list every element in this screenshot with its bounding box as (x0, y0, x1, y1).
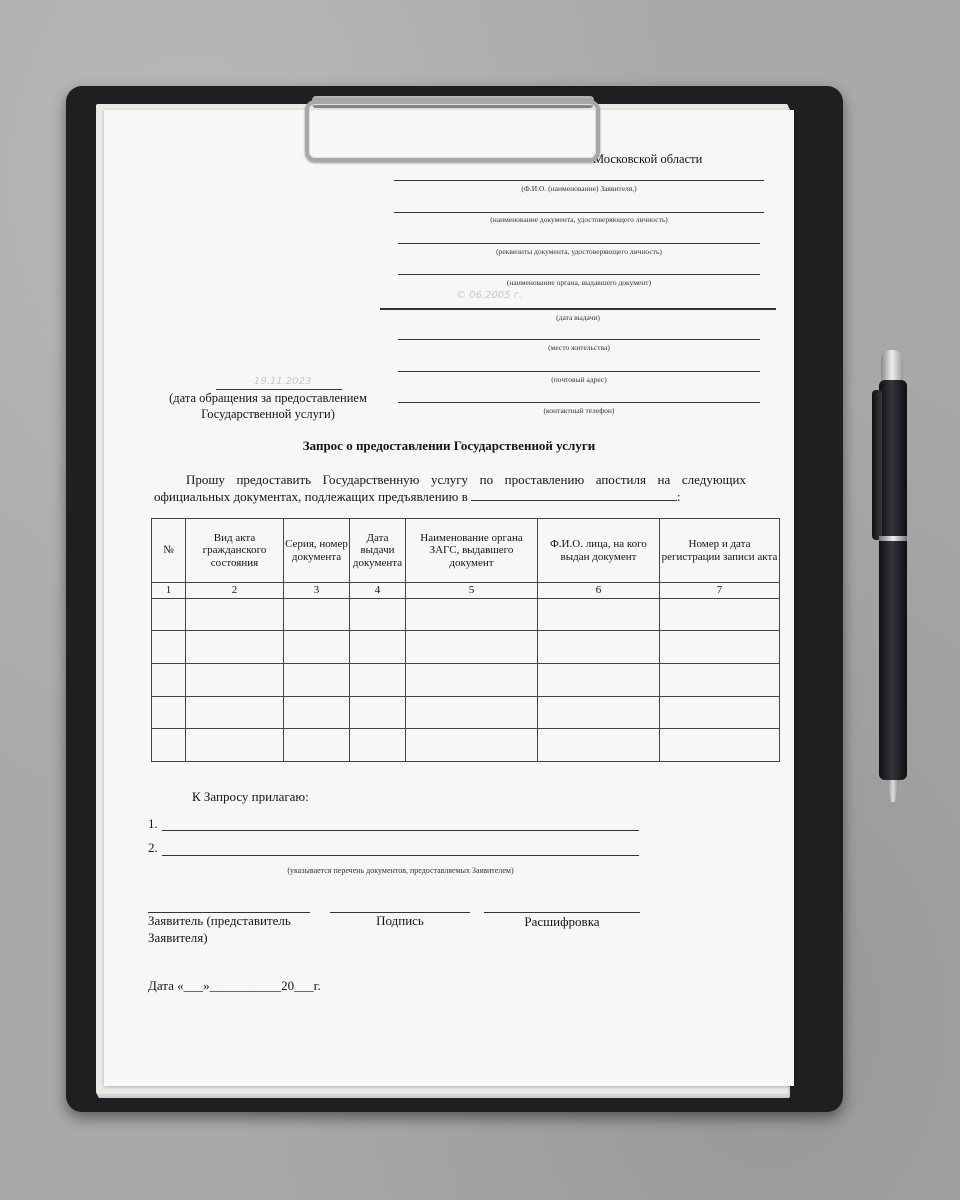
table-row (152, 729, 780, 762)
handwritten-issue-date: © 06.2005 г. (456, 290, 523, 301)
signature-label-applicant: Заявитель (представитель Заявителя) (148, 913, 291, 945)
field-line-7 (398, 371, 760, 372)
field-caption-6: (место жительства) (548, 343, 610, 352)
field-line-4 (398, 274, 760, 275)
signature-line-decode (484, 912, 640, 913)
table-row (152, 631, 780, 664)
column-number: 3 (284, 583, 350, 598)
signature-label-sign: Подпись (376, 913, 424, 928)
signature-label-decode: Расшифровка (524, 914, 600, 929)
column-number: 2 (186, 583, 284, 598)
attach-item-1: 1. (148, 816, 158, 831)
column-number: 7 (660, 583, 780, 598)
field-caption-5: (дата выдачи) (556, 313, 600, 322)
pen-clip (872, 390, 882, 540)
column-number: 1 (152, 583, 186, 598)
header-person-name: Ф.И.О. лица, на кого выдан документ (538, 519, 660, 583)
field-caption-4: (наименование органа, выдавшего документ) (506, 278, 652, 287)
pen-nib (887, 780, 899, 802)
date-label: Дата «___»___________20___г. (148, 978, 321, 993)
clipboard-clip (305, 100, 600, 162)
attach-item-2: 2. (148, 840, 158, 855)
field-caption-8: (контактный телефон) (543, 406, 615, 415)
table-row (152, 598, 780, 631)
attach-label: К Запросу прилагаю: (192, 789, 309, 804)
pen-barrel (879, 380, 907, 780)
attach-line-2 (162, 855, 639, 856)
table-header-row (152, 519, 780, 583)
documents-table (151, 518, 780, 762)
attach-caption: (указывается перечень документов, предоставляемых Заявителем) (287, 866, 514, 875)
header-series-number: Серия, номер документа (284, 519, 350, 583)
form-title: Запрос о предоставлении Государственной услуги (302, 438, 596, 453)
field-caption-2: (наименование документа, удостоверяющего личность) (490, 215, 668, 224)
pen-ring (879, 536, 907, 541)
field-line-3 (398, 243, 760, 244)
request-date-line (216, 389, 342, 390)
header-issue-date: Дата выдачи документа (350, 519, 406, 583)
field-caption-7: (почтовый адрес) (551, 375, 607, 384)
body-line-2-text: официальных документах, подлежащих предъявлению в (154, 489, 468, 504)
header-act-type: Вид акта гражданского состояния (186, 519, 284, 583)
column-number: 6 (538, 583, 660, 598)
pen-button (881, 350, 903, 382)
field-line-8 (398, 402, 760, 403)
application-form (104, 110, 794, 1086)
table-column-numbers (152, 583, 780, 598)
body-end-colon: : (676, 489, 681, 504)
header-record-number: Номер и дата регистрации записи акта (660, 519, 780, 583)
field-line-5 (380, 308, 776, 310)
ballpoint-pen (870, 350, 916, 806)
column-number: 4 (350, 583, 406, 598)
attach-line-1 (162, 830, 639, 831)
addressee-text: Московской области (593, 152, 703, 166)
request-date-caption: (дата обращения за предоставлением Государственной услуги) (169, 391, 367, 421)
table-row (152, 663, 780, 696)
handwritten-request-date: 19.11.2023 (254, 376, 312, 387)
field-caption-3: (реквизиты документа, удостоверяющего личность) (496, 247, 662, 256)
field-line-1 (394, 180, 764, 181)
destination-blank (471, 489, 677, 501)
field-caption-1: (Ф.И.О. (наименование) Заявителя,) (521, 184, 637, 193)
field-line-2 (394, 212, 764, 213)
body-line-1: Прошу предоставить Государственную услугу по проставлению апостиля на следующих (186, 472, 746, 487)
header-number: № (152, 519, 186, 583)
column-number: 5 (406, 583, 538, 598)
table-row (152, 696, 780, 729)
body-line-2 (154, 489, 681, 505)
header-registry-office: Наименование органа ЗАГС, выдавшего документ (406, 519, 538, 583)
field-line-6 (398, 339, 760, 340)
